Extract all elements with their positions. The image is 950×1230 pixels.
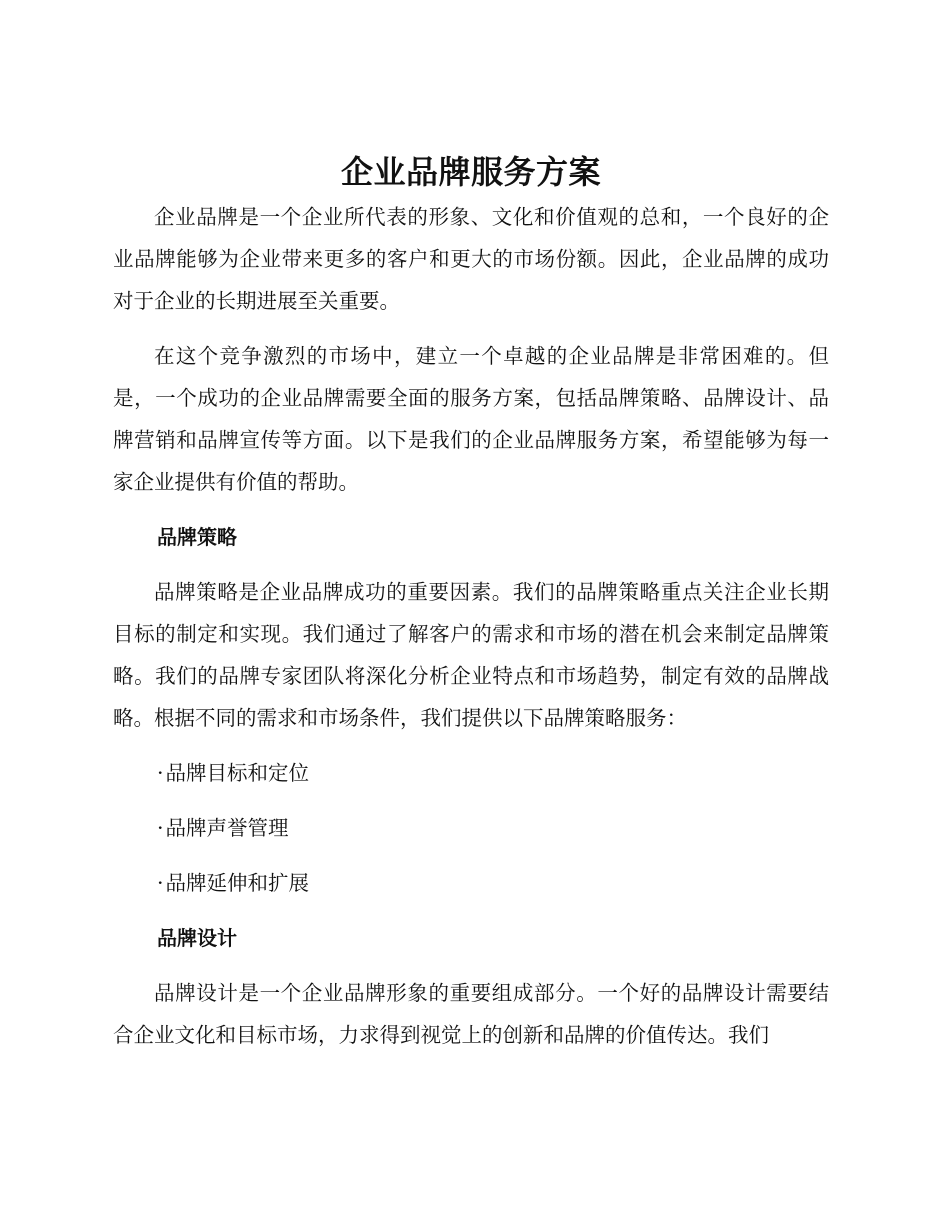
list-item (113, 862, 829, 904)
bullet-marker: · (157, 871, 164, 895)
list-item-text: 品牌声誉管理 (165, 816, 289, 840)
section-paragraph-brand-strategy: 品牌策略是企业品牌成功的重要因素。我们的品牌策略重点关注企业长期目标的制定和实现。我们通过了解客户的需求和市场的潜在机会来制定品牌策略。我们的品牌专家团队将深化分析企业特点和市场趋势，制定有效的品牌战略。根据不同的需求和市场条件，我们提供以下品牌策略服务： (113, 580, 829, 730)
list-item (113, 752, 829, 794)
document-page (113, 148, 829, 1056)
bullet-marker: · (157, 816, 164, 840)
brand-strategy-services-list (113, 752, 829, 904)
section-heading-brand-strategy: 品牌策略 (157, 525, 237, 549)
document-title: 企业品牌服务方案 (340, 153, 601, 191)
bullet-marker: · (157, 761, 164, 785)
list-item (113, 807, 829, 849)
list-item-text: 品牌延伸和扩展 (165, 871, 310, 895)
intro-paragraph-2: 在这个竞争激烈的市场中，建立一个卓越的企业品牌是非常困难的。但是，一个成功的企业品牌需要全面的服务方案，包括品牌策略、品牌设计、品牌营销和品牌宣传等方面。以下是我们的企业品牌服务方案，希望能够为每一家企业提供有价值的帮助。 (113, 344, 829, 494)
section-heading-brand-design: 品牌设计 (157, 926, 237, 950)
intro-paragraph-1: 企业品牌是一个企业所代表的形象、文化和价值观的总和，一个良好的企业品牌能够为企业带来更多的客户和更大的市场份额。因此，企业品牌的成功对于企业的长期进展至关重要。 (113, 205, 829, 313)
list-item-text: 品牌目标和定位 (165, 761, 310, 785)
section-paragraph-brand-design: 品牌设计是一个企业品牌形象的重要组成部分。一个好的品牌设计需要结合企业文化和目标市场，力求得到视觉上的创新和品牌的价值传达。我们 (113, 981, 829, 1047)
